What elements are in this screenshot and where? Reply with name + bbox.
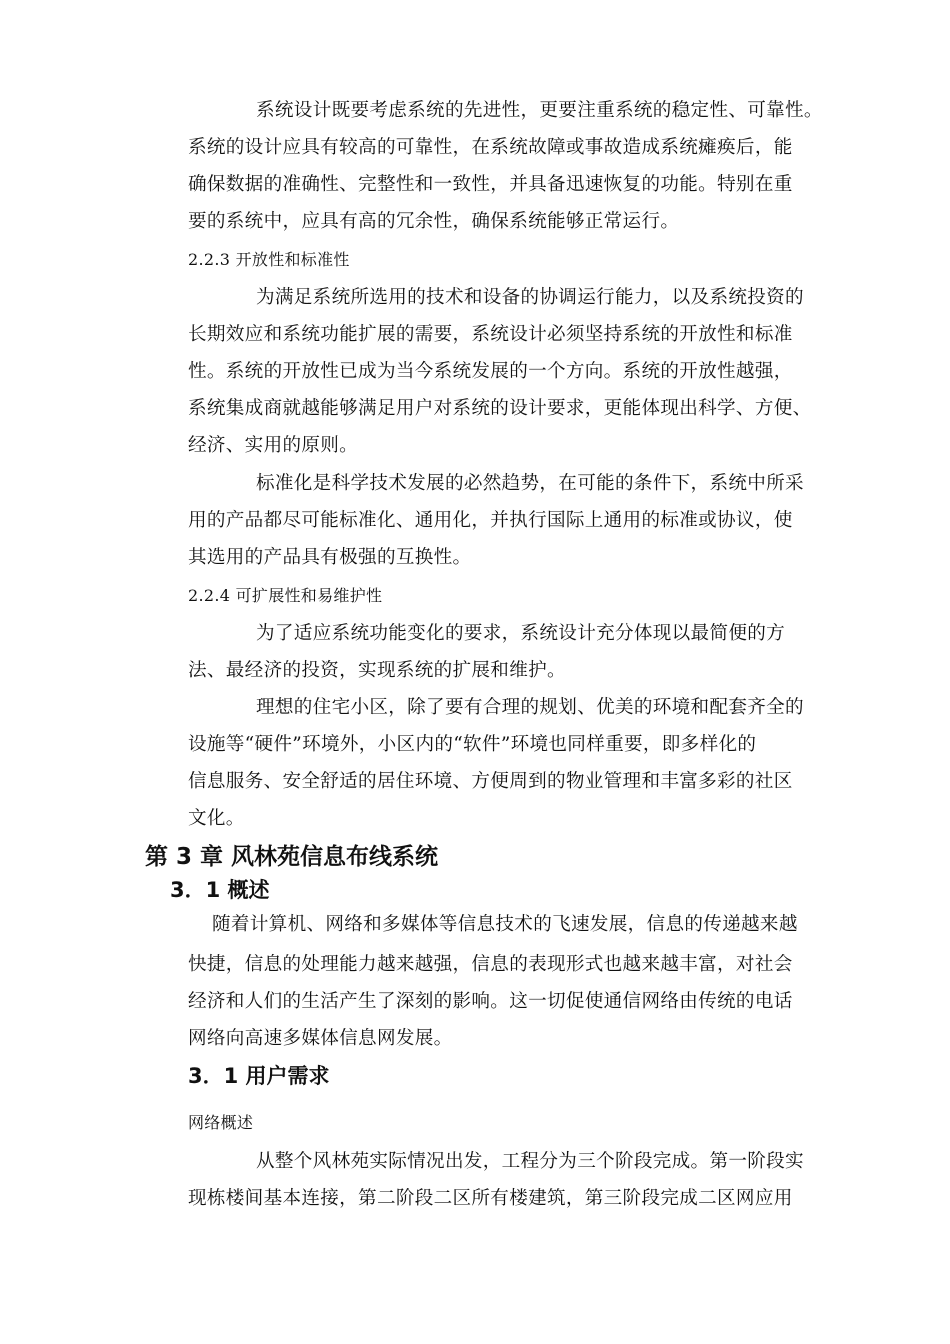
paragraph-line: 现栋楼间基本连接，第二阶段二区所有楼建筑，第三阶段完成二区网应用 bbox=[188, 1188, 793, 1209]
paragraph-line: 理想的住宅小区，除了要有合理的规划、优美的环境和配套齐全的 bbox=[256, 697, 804, 718]
paragraph-line: 随着计算机、网络和多媒体等信息技术的飞速发展，信息的传递越来越 bbox=[212, 914, 798, 935]
paragraph-line: 文化。 bbox=[188, 808, 245, 829]
paragraph-line: 从整个风林苑实际情况出发，工程分为三个阶段完成。第一阶段实 bbox=[256, 1151, 804, 1172]
paragraph-line: 快捷，信息的处理能力越来越强，信息的表现形式也越来越丰富，对社会 bbox=[188, 954, 793, 975]
paragraph-line: 网络向高速多媒体信息网发展。 bbox=[188, 1028, 453, 1049]
paragraph-line: 为满足系统所选用的技术和设备的协调运行能力，以及系统投资的 bbox=[256, 287, 804, 308]
paragraph-line: 要的系统中，应具有高的冗余性，确保系统能够正常运行。 bbox=[188, 211, 680, 232]
paragraph-line: 法、最经济的投资，实现系统的扩展和维护。 bbox=[188, 660, 566, 681]
paragraph-line: 信息服务、安全舒适的居住环境、方便周到的物业管理和丰富多彩的社区 bbox=[188, 771, 793, 792]
paragraph-line: 用的产品都尽可能标准化、通用化，并执行国际上通用的标准或协议，使 bbox=[188, 510, 793, 531]
paragraph-line: 系统设计既要考虑系统的先进性，更要注重系统的稳定性、可靠性。 bbox=[256, 100, 823, 121]
subsection-heading-2-2-4: 2.2.4 可扩展性和易维护性 bbox=[188, 586, 383, 605]
paragraph-line: 性。系统的开放性已成为当今系统发展的一个方向。系统的开放性越强， bbox=[188, 361, 793, 382]
paragraph-line: 经济和人们的生活产生了深刻的影响。这一切促使通信网络由传统的电话 bbox=[188, 991, 793, 1012]
section-heading-overview: 3．1 概述 bbox=[170, 878, 270, 902]
paragraph-line: 确保数据的准确性、完整性和一致性，并具备迅速恢复的功能。特别在重 bbox=[188, 174, 793, 195]
section-heading-user-needs: 3．1 用户需求 bbox=[188, 1064, 330, 1088]
paragraph-line: 长期效应和系统功能扩展的需要，系统设计必须坚持系统的开放性和标准 bbox=[188, 324, 793, 345]
subsection-heading-2-2-3: 2.2.3 开放性和标准性 bbox=[188, 250, 350, 269]
paragraph-line: 经济、实用的原则。 bbox=[188, 435, 359, 456]
paragraph-line: 为了适应系统功能变化的要求，系统设计充分体现以最简便的方 bbox=[256, 623, 786, 644]
subheading-network-overview: 网络概述 bbox=[188, 1113, 254, 1132]
paragraph-line: 设施等“硬件”环境外，小区内的“软件”环境也同样重要，即多样化的 bbox=[188, 734, 757, 755]
chapter-title: 第 3 章 风林苑信息布线系统 bbox=[145, 844, 439, 870]
paragraph-line: 系统的设计应具有较高的可靠性，在系统故障或事故造成系统瘫痪后，能 bbox=[188, 137, 793, 158]
paragraph-line: 其选用的产品具有极强的互换性。 bbox=[188, 547, 472, 568]
paragraph-line: 系统集成商就越能够满足用户对系统的设计要求，更能体现出科学、方便、 bbox=[188, 398, 812, 419]
paragraph-line: 标准化是科学技术发展的必然趋势，在可能的条件下，系统中所采 bbox=[256, 473, 804, 494]
